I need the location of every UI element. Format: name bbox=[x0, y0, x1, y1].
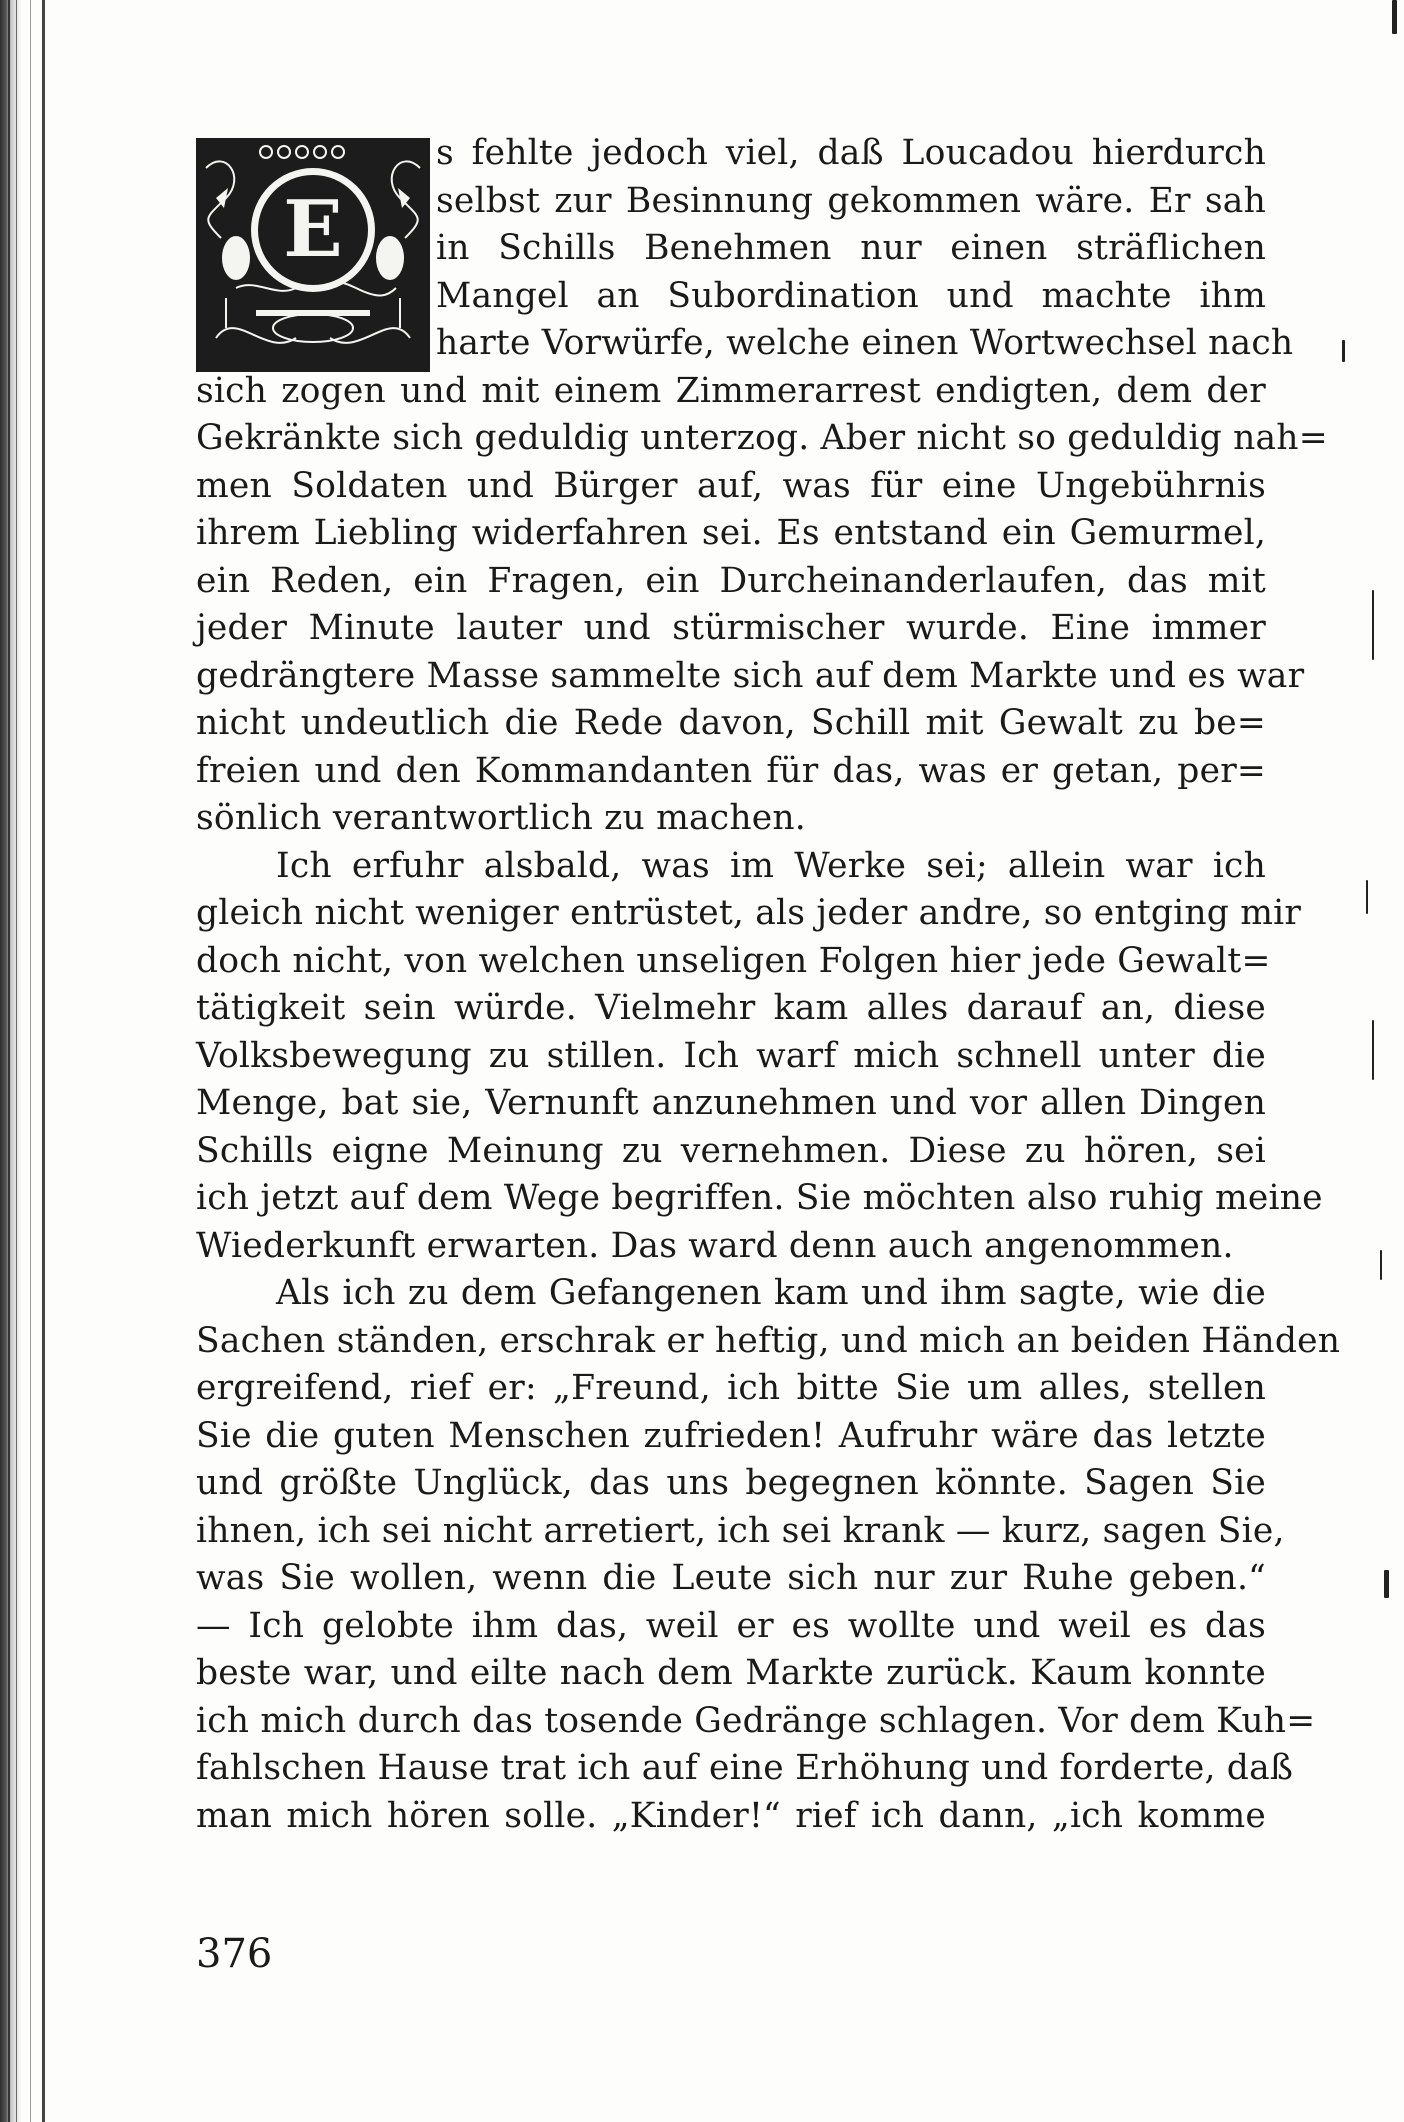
text-line: sönlich verantwortlich zu machen. bbox=[196, 798, 806, 838]
text-line: harte Vorwürfe, welche einen Wortwechsel nach bbox=[436, 323, 1294, 363]
text-line: Volksbewegung zu stillen. Ich warf mich schnell unter die bbox=[196, 1035, 1266, 1076]
text-line: ich mich durch das tosende Gedränge schlagen. Vor dem Kuh= bbox=[196, 1700, 1316, 1741]
text-line: Ich erfuhr alsbald, was im Werke sei; allein war ich bbox=[276, 845, 1266, 886]
text-line: Mangel an Subordination und machte ihm bbox=[436, 275, 1266, 316]
scan-edge-mark bbox=[1392, 0, 1397, 34]
text-line: Wiederkunft erwarten. Das ward denn auch angenommen. bbox=[196, 1225, 1234, 1266]
text-line: Sie die guten Menschen zufrieden! Aufruhr wäre das letzte bbox=[196, 1415, 1266, 1456]
scan-edge-mark bbox=[1384, 1570, 1389, 1598]
text-line: in Schills Benehmen nur einen sträflichen bbox=[436, 228, 1266, 268]
page-number: 376 bbox=[196, 1931, 273, 1977]
text-line: man mich hören solle. „Kinder!“ rief ich dann, „ich komme bbox=[196, 1795, 1266, 1836]
binding-line bbox=[42, 0, 45, 2122]
text-line: gedrängtere Masse sammelte sich auf dem Markte und es war bbox=[196, 655, 1305, 696]
scan-edge-mark bbox=[1342, 340, 1345, 362]
drop-cap-letter: E bbox=[283, 184, 343, 275]
text-line: ein Reden, ein Fragen, ein Durcheinanderlaufen, das mit bbox=[196, 560, 1266, 601]
text-line: selbst zur Besinnung gekommen wäre. Er sah bbox=[436, 180, 1266, 221]
text-line: ich jetzt auf dem Wege begriffen. Sie möchten also ruhig meine bbox=[196, 1178, 1323, 1218]
text-line: was Sie wollen, wenn die Leute sich nur zur Ruhe geben.“ bbox=[196, 1558, 1266, 1598]
scan-edge-mark bbox=[1380, 1250, 1382, 1280]
text-line: s fehlte jedoch viel, daß Loucadou hierdurch bbox=[436, 133, 1266, 173]
text-line: ergreifend, rief er: „Freund, ich bitte Sie um alles, stellen bbox=[196, 1368, 1266, 1408]
scan-edge-mark bbox=[1372, 590, 1374, 660]
text-line: fahlschen Hause trat ich auf eine Erhöhung und forderte, daß bbox=[196, 1748, 1294, 1788]
text-line: freien und den Kommandanten für das, was er getan, per= bbox=[196, 750, 1266, 791]
text-line: Gekränkte sich geduldig unterzog. Aber nicht so geduldig nah= bbox=[196, 418, 1328, 458]
scan-edge-mark bbox=[1366, 880, 1368, 914]
text-line: Menge, bat sie, Vernunft anzunehmen und vor allen Dingen bbox=[196, 1083, 1266, 1123]
text-line: ihrem Liebling widerfahren sei. Es entstand ein Gemurmel, bbox=[196, 513, 1266, 553]
text-line: jeder Minute lauter und stürmischer wurde. Eine immer bbox=[196, 608, 1266, 648]
text-line: nicht undeutlich die Rede davon, Schill mit Gewalt zu be= bbox=[196, 703, 1266, 743]
text-line: doch nicht, von welchen unseligen Folgen hier jede Gewalt= bbox=[196, 940, 1271, 981]
scan-edge-mark bbox=[1372, 1020, 1374, 1080]
binding-line bbox=[30, 0, 31, 2122]
text-line: ihnen, ich sei nicht arretiert, ich sei krank — kurz, sagen Sie, bbox=[196, 1510, 1285, 1551]
text-line: und größte Unglück, das uns begegnen könnte. Sagen Sie bbox=[196, 1463, 1266, 1503]
text-line: sich zogen und mit einem Zimmerarrest endigten, dem der bbox=[196, 370, 1266, 411]
binding-line bbox=[16, 0, 17, 2122]
text-line: men Soldaten und Bürger auf, was für eine Ungebührnis bbox=[196, 465, 1266, 506]
body-text bbox=[196, 130, 1341, 1840]
text-line: tätigkeit sein würde. Vielmehr kam alles darauf an, diese bbox=[196, 988, 1266, 1028]
text-line: Schills eigne Meinung zu vernehmen. Diese zu hören, sei bbox=[196, 1130, 1266, 1171]
text-line: beste war, und eilte nach dem Markte zurück. Kaum konnte bbox=[196, 1653, 1266, 1693]
text-line: — Ich gelobte ihm das, weil er es wollte und weil es das bbox=[196, 1605, 1266, 1646]
binding-line bbox=[8, 0, 10, 2122]
text-line: gleich nicht weniger entrüstet, als jeder andre, so entging mir bbox=[196, 893, 1302, 933]
text-line: Sachen ständen, erschrak er heftig, und mich an beiden Händen bbox=[196, 1320, 1341, 1361]
text-line: Als ich zu dem Gefangenen kam und ihm sagte, wie die bbox=[276, 1273, 1266, 1313]
